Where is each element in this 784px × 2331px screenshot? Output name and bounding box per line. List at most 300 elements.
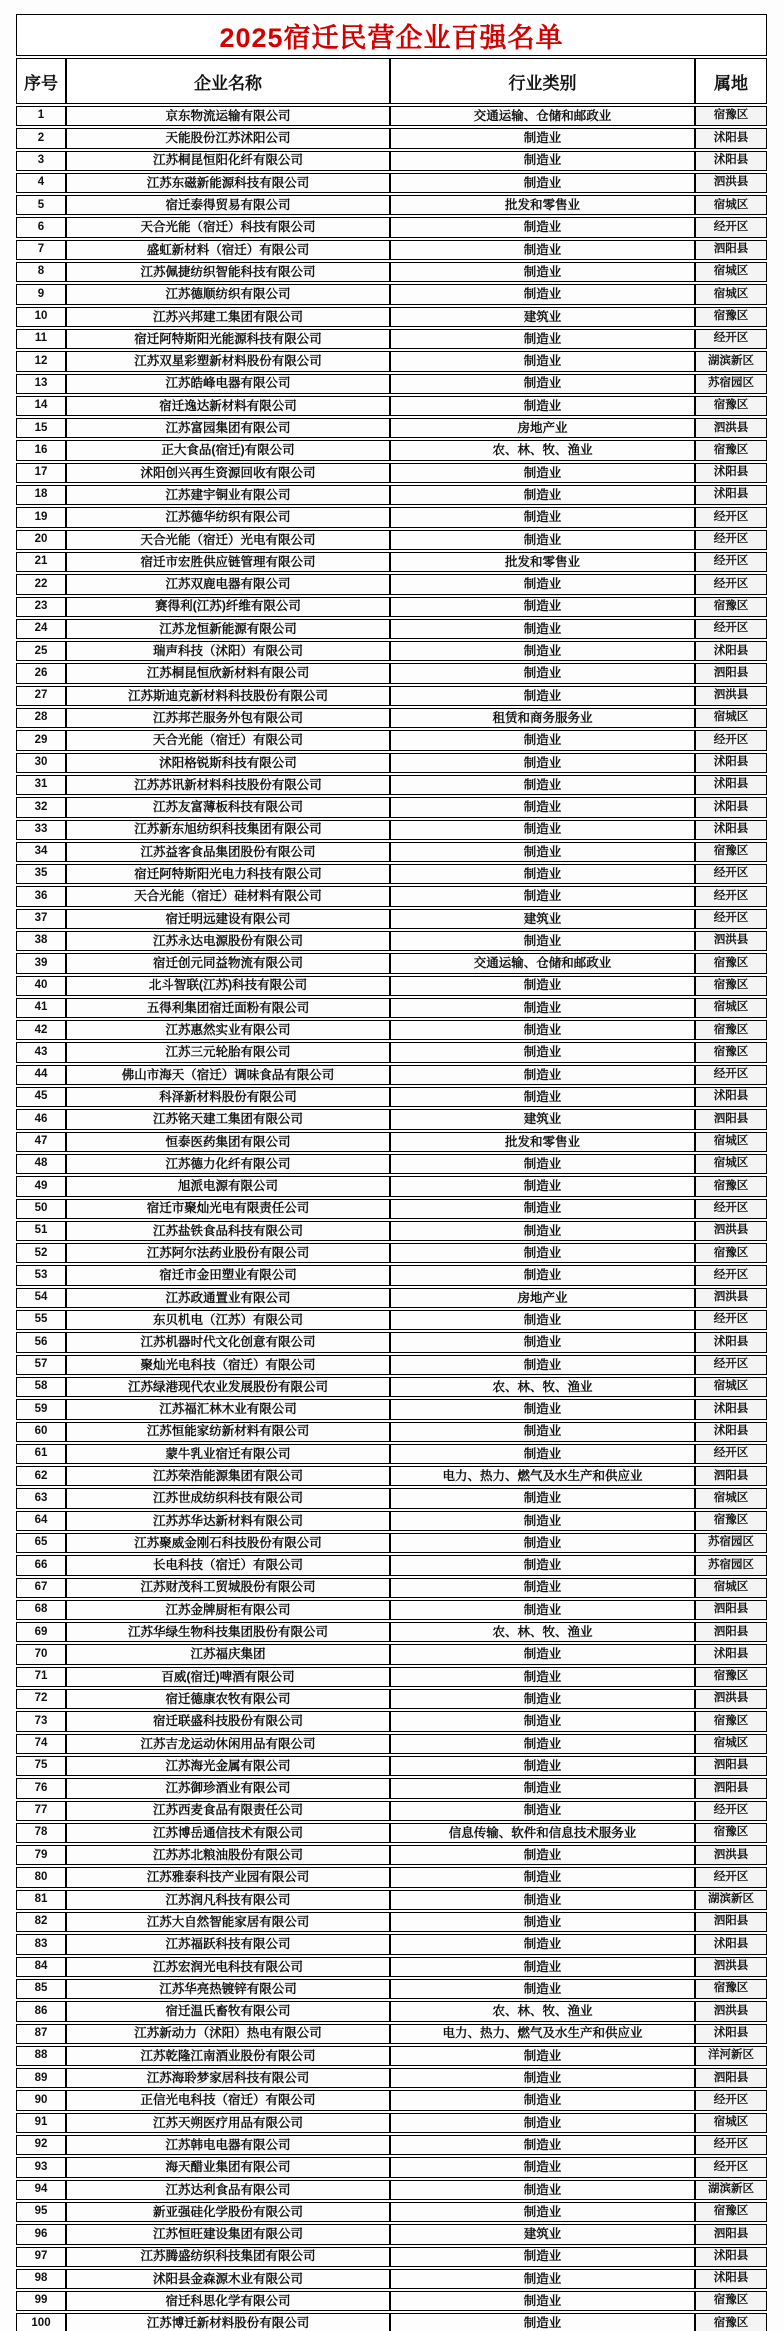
district-cell: 泗洪县 (695, 418, 767, 438)
industry-cell: 制造业 (390, 1644, 695, 1664)
row-index-cell: 39 (16, 953, 66, 973)
row-index-cell: 16 (16, 440, 66, 460)
company-name-cell: 江苏永达电源股份有限公司 (66, 931, 390, 951)
row-index-cell: 100 (16, 2313, 66, 2331)
industry-cell: 制造业 (390, 1310, 695, 1330)
table-row (16, 329, 767, 349)
district-cell: 宿豫区 (695, 2313, 767, 2331)
row-index-cell: 40 (16, 976, 66, 996)
company-name-cell: 江苏福跃科技有限公司 (66, 1934, 390, 1954)
district-cell: 洋河新区 (695, 2046, 767, 2066)
row-index-cell: 96 (16, 2224, 66, 2244)
row-index-cell: 34 (16, 842, 66, 862)
table-row (16, 775, 767, 795)
industry-cell: 制造业 (390, 1912, 695, 1932)
company-name-cell: 江苏韩电电器有限公司 (66, 2135, 390, 2155)
top100-table (16, 12, 767, 2331)
company-name-cell: 宿迁阿特斯阳光能源科技有限公司 (66, 329, 390, 349)
district-cell: 沭阳县 (695, 641, 767, 661)
company-name-cell: 江苏绿港现代农业发展股份有限公司 (66, 1377, 390, 1397)
district-cell: 泗洪县 (695, 2001, 767, 2021)
company-name-cell: 赛得利(江苏)纤维有限公司 (66, 597, 390, 617)
row-index-cell: 11 (16, 329, 66, 349)
row-index-cell: 41 (16, 998, 66, 1018)
industry-cell: 制造业 (390, 2135, 695, 2155)
district-cell: 经开区 (695, 886, 767, 906)
district-cell: 泗阳县 (695, 1600, 767, 1620)
title-row (16, 14, 767, 56)
table-row (16, 1845, 767, 1865)
row-index-cell: 38 (16, 931, 66, 951)
table-row (16, 1488, 767, 1508)
industry-cell: 农、林、牧、渔业 (390, 1377, 695, 1397)
table-row (16, 730, 767, 750)
table-row (16, 151, 767, 171)
industry-cell: 制造业 (390, 886, 695, 906)
company-name-cell: 江苏龙恒新能源有限公司 (66, 619, 390, 639)
company-name-cell: 江苏三元轮胎有限公司 (66, 1042, 390, 1062)
industry-cell: 批发和零售业 (390, 1132, 695, 1152)
table-row (16, 1466, 767, 1486)
district-cell: 沭阳县 (695, 485, 767, 505)
company-name-cell: 江苏大自然智能家居有限公司 (66, 1912, 390, 1932)
table-row (16, 173, 767, 193)
company-name-cell: 江苏桐昆恒阳化纤有限公司 (66, 151, 390, 171)
industry-cell: 制造业 (390, 217, 695, 237)
industry-cell: 制造业 (390, 730, 695, 750)
industry-cell: 制造业 (390, 820, 695, 840)
row-index-cell: 54 (16, 1288, 66, 1308)
industry-cell: 制造业 (390, 1511, 695, 1531)
industry-cell: 制造业 (390, 1332, 695, 1352)
industry-cell: 制造业 (390, 1957, 695, 1977)
industry-cell: 建筑业 (390, 307, 695, 327)
table-row (16, 2313, 767, 2331)
district-cell: 泗洪县 (695, 1957, 767, 1977)
company-name-cell: 江苏恒旺建设集团有限公司 (66, 2224, 390, 2244)
row-index-cell: 50 (16, 1199, 66, 1219)
table-row (16, 641, 767, 661)
row-index-cell: 4 (16, 173, 66, 193)
row-index-cell: 36 (16, 886, 66, 906)
table-row (16, 864, 767, 884)
row-index-cell: 88 (16, 2046, 66, 2066)
industry-cell: 制造业 (390, 2090, 695, 2110)
row-index-cell: 23 (16, 597, 66, 617)
industry-cell: 制造业 (390, 1265, 695, 1285)
company-name-cell: 江苏海聆梦家居科技有限公司 (66, 2068, 390, 2088)
company-name-cell: 江苏东磁新能源科技有限公司 (66, 173, 390, 193)
company-name-cell: 江苏吉龙运动休闲用品有限公司 (66, 1734, 390, 1754)
row-index-cell: 33 (16, 820, 66, 840)
district-cell: 泗洪县 (695, 1221, 767, 1241)
row-index-cell: 12 (16, 351, 66, 371)
row-index-cell: 92 (16, 2135, 66, 2155)
company-name-cell: 江苏腾盛纺织科技集团有限公司 (66, 2247, 390, 2267)
industry-cell: 制造业 (390, 1689, 695, 1709)
table-row (16, 1600, 767, 1620)
district-cell: 宿豫区 (695, 1243, 767, 1263)
table-row (16, 574, 767, 594)
company-name-cell: 宿迁逸达新材料有限公司 (66, 396, 390, 416)
company-name-cell: 江苏天朔医疗用品有限公司 (66, 2113, 390, 2133)
table-row (16, 1867, 767, 1887)
industry-cell: 制造业 (390, 1711, 695, 1731)
table-row (16, 1644, 767, 1664)
row-index-cell: 10 (16, 307, 66, 327)
company-name-cell: 江苏邦芒服务外包有限公司 (66, 708, 390, 728)
industry-cell: 制造业 (390, 574, 695, 594)
table-row (16, 463, 767, 483)
table-row (16, 1399, 767, 1419)
industry-cell: 制造业 (390, 1199, 695, 1219)
table-row (16, 2224, 767, 2244)
company-name-cell: 正信光电科技（宿迁）有限公司 (66, 2090, 390, 2110)
district-cell: 宿豫区 (695, 1042, 767, 1062)
table-row (16, 976, 767, 996)
company-name-cell: 江苏阿尔法药业股份有限公司 (66, 1243, 390, 1263)
table-row (16, 1199, 767, 1219)
company-name-cell: 新亚强硅化学股份有限公司 (66, 2202, 390, 2222)
row-index-cell: 62 (16, 1466, 66, 1486)
table-row (16, 262, 767, 282)
table-row (16, 1288, 767, 1308)
district-cell: 经开区 (695, 1801, 767, 1821)
table-row (16, 1422, 767, 1442)
district-cell: 宿豫区 (695, 1979, 767, 1999)
company-name-cell: 宿迁创元同益物流有限公司 (66, 953, 390, 973)
company-name-cell: 江苏西麦食品有限责任公司 (66, 1801, 390, 1821)
company-name-cell: 江苏建宇铜业有限公司 (66, 485, 390, 505)
industry-cell: 制造业 (390, 351, 695, 371)
row-index-cell: 93 (16, 2157, 66, 2177)
district-cell: 泗阳县 (695, 1756, 767, 1776)
company-name-cell: 正大食品(宿迁)有限公司 (66, 440, 390, 460)
company-name-cell: 宿迁市宏胜供应链管理有限公司 (66, 552, 390, 572)
table-row (16, 1578, 767, 1598)
row-index-cell: 17 (16, 463, 66, 483)
company-name-cell: 沭阳格锐斯科技有限公司 (66, 753, 390, 773)
company-name-cell: 江苏财茂科工贸城股份有限公司 (66, 1578, 390, 1598)
district-cell: 宿城区 (695, 1377, 767, 1397)
district-cell: 经开区 (695, 530, 767, 550)
industry-cell: 制造业 (390, 1979, 695, 1999)
district-cell: 宿城区 (695, 195, 767, 215)
district-cell: 湖滨新区 (695, 1890, 767, 1910)
row-index-cell: 8 (16, 262, 66, 282)
industry-cell: 制造业 (390, 1867, 695, 1887)
industry-cell: 制造业 (390, 1756, 695, 1776)
district-cell: 经开区 (695, 909, 767, 929)
industry-cell: 制造业 (390, 1801, 695, 1821)
industry-cell: 房地产业 (390, 418, 695, 438)
table-row (16, 1934, 767, 1954)
row-index-cell: 30 (16, 753, 66, 773)
industry-cell: 制造业 (390, 2113, 695, 2133)
row-index-cell: 95 (16, 2202, 66, 2222)
table-row (16, 1020, 767, 1040)
table-row (16, 820, 767, 840)
table-row (16, 396, 767, 416)
row-index-cell: 81 (16, 1890, 66, 1910)
district-cell: 湖滨新区 (695, 351, 767, 371)
row-index-cell: 74 (16, 1734, 66, 1754)
table-row (16, 1511, 767, 1531)
table-row (16, 351, 767, 371)
industry-cell: 制造业 (390, 1176, 695, 1196)
district-cell: 泗洪县 (695, 931, 767, 951)
table-row (16, 1912, 767, 1932)
district-cell: 沭阳县 (695, 775, 767, 795)
company-name-cell: 天合光能（宿迁）科技有限公司 (66, 217, 390, 237)
table-row (16, 2247, 767, 2267)
company-name-cell: 江苏佩捷纺织智能科技有限公司 (66, 262, 390, 282)
company-name-cell: 恒泰医药集团有限公司 (66, 1132, 390, 1152)
company-name-cell: 天合光能（宿迁）硅材料有限公司 (66, 886, 390, 906)
district-cell: 宿豫区 (695, 1711, 767, 1731)
district-cell: 宿豫区 (695, 440, 767, 460)
district-cell: 经开区 (695, 2090, 767, 2110)
company-name-cell: 江苏乾隆江南酒业股份有限公司 (66, 2046, 390, 2066)
industry-cell: 制造业 (390, 1845, 695, 1865)
row-index-cell: 51 (16, 1221, 66, 1241)
industry-cell: 制造业 (390, 1533, 695, 1553)
industry-cell: 制造业 (390, 2068, 695, 2088)
company-name-cell: 江苏苏华达新材料有限公司 (66, 1511, 390, 1531)
table-row (16, 2202, 767, 2222)
column-header-index: 序号 (16, 58, 66, 104)
column-header-company: 企业名称 (66, 58, 390, 104)
row-index-cell: 77 (16, 1801, 66, 1821)
district-cell: 经开区 (695, 2157, 767, 2177)
table-row (16, 2269, 767, 2289)
table-row (16, 998, 767, 1018)
district-cell: 泗阳县 (695, 240, 767, 260)
company-name-cell: 江苏聚威金刚石科技股份有限公司 (66, 1533, 390, 1553)
row-index-cell: 45 (16, 1087, 66, 1107)
district-cell: 泗洪县 (695, 1689, 767, 1709)
industry-cell: 制造业 (390, 2157, 695, 2177)
row-index-cell: 91 (16, 2113, 66, 2133)
industry-cell: 制造业 (390, 1890, 695, 1910)
table-row (16, 619, 767, 639)
company-name-cell: 海天醋业集团有限公司 (66, 2157, 390, 2177)
district-cell: 泗阳县 (695, 2068, 767, 2088)
industry-cell: 信息传输、软件和信息技术服务业 (390, 1823, 695, 1843)
industry-cell: 制造业 (390, 842, 695, 862)
table-row (16, 2024, 767, 2044)
industry-cell: 制造业 (390, 2291, 695, 2311)
table-row (16, 708, 767, 728)
district-cell: 泗阳县 (695, 1109, 767, 1129)
industry-cell: 交通运输、仓储和邮政业 (390, 106, 695, 126)
industry-cell: 制造业 (390, 1578, 695, 1598)
district-cell: 经开区 (695, 1355, 767, 1375)
row-index-cell: 49 (16, 1176, 66, 1196)
table-row (16, 1711, 767, 1731)
industry-cell: 制造业 (390, 931, 695, 951)
company-name-cell: 江苏博迁新材料股份有限公司 (66, 2313, 390, 2331)
industry-cell: 制造业 (390, 173, 695, 193)
industry-cell: 制造业 (390, 1778, 695, 1798)
district-cell: 宿城区 (695, 1132, 767, 1152)
industry-cell: 制造业 (390, 262, 695, 282)
district-cell: 泗阳县 (695, 2224, 767, 2244)
table-row (16, 1533, 767, 1553)
company-name-cell: 江苏福汇林木业有限公司 (66, 1399, 390, 1419)
row-index-cell: 69 (16, 1622, 66, 1642)
district-cell: 沭阳县 (695, 797, 767, 817)
district-cell: 宿豫区 (695, 106, 767, 126)
district-cell: 经开区 (695, 619, 767, 639)
table-row (16, 1310, 767, 1330)
company-name-cell: 江苏德顺纺织有限公司 (66, 284, 390, 304)
industry-cell: 批发和零售业 (390, 195, 695, 215)
row-index-cell: 86 (16, 2001, 66, 2021)
table-row (16, 909, 767, 929)
page-title: 2025宿迁民营企业百强名单 (16, 14, 767, 56)
company-name-cell: 宿迁联盛科技股份有限公司 (66, 1711, 390, 1731)
table-row (16, 507, 767, 527)
table-row (16, 2135, 767, 2155)
district-cell: 宿城区 (695, 2113, 767, 2133)
district-cell: 经开区 (695, 1444, 767, 1464)
industry-cell: 制造业 (390, 976, 695, 996)
row-index-cell: 79 (16, 1845, 66, 1865)
row-index-cell: 25 (16, 641, 66, 661)
company-name-cell: 旭派电源有限公司 (66, 1176, 390, 1196)
table-row (16, 106, 767, 126)
row-index-cell: 64 (16, 1511, 66, 1531)
table-row (16, 1042, 767, 1062)
row-index-cell: 66 (16, 1555, 66, 1575)
table-row (16, 1444, 767, 1464)
table-row (16, 374, 767, 394)
district-cell: 沭阳县 (695, 151, 767, 171)
table-row (16, 2113, 767, 2133)
row-index-cell: 57 (16, 1355, 66, 1375)
industry-cell: 制造业 (390, 1444, 695, 1464)
industry-cell: 制造业 (390, 2180, 695, 2200)
district-cell: 湖滨新区 (695, 2180, 767, 2200)
row-index-cell: 26 (16, 663, 66, 683)
row-index-cell: 87 (16, 2024, 66, 2044)
row-index-cell: 83 (16, 1934, 66, 1954)
company-name-cell: 江苏世成纺织科技有限公司 (66, 1488, 390, 1508)
industry-cell: 制造业 (390, 329, 695, 349)
industry-cell: 交通运输、仓储和邮政业 (390, 953, 695, 973)
district-cell: 宿城区 (695, 998, 767, 1018)
row-index-cell: 78 (16, 1823, 66, 1843)
company-name-cell: 蒙牛乳业宿迁有限公司 (66, 1444, 390, 1464)
table-row (16, 2001, 767, 2021)
company-name-cell: 科泽新材料股份有限公司 (66, 1087, 390, 1107)
industry-cell: 制造业 (390, 485, 695, 505)
company-name-cell: 江苏荣浩能源集团有限公司 (66, 1466, 390, 1486)
row-index-cell: 15 (16, 418, 66, 438)
district-cell: 经开区 (695, 1310, 767, 1330)
industry-cell: 制造业 (390, 1734, 695, 1754)
district-cell: 泗阳县 (695, 1778, 767, 1798)
district-cell: 宿豫区 (695, 842, 767, 862)
table-row (16, 485, 767, 505)
row-index-cell: 14 (16, 396, 66, 416)
company-name-cell: 宿迁市聚灿光电有限责任公司 (66, 1199, 390, 1219)
table-row (16, 663, 767, 683)
industry-cell: 制造业 (390, 1154, 695, 1174)
company-name-cell: 江苏润凡科技有限公司 (66, 1890, 390, 1910)
table-row (16, 753, 767, 773)
row-index-cell: 76 (16, 1778, 66, 1798)
table-row (16, 886, 767, 906)
row-index-cell: 35 (16, 864, 66, 884)
table-row (16, 307, 767, 327)
industry-cell: 制造业 (390, 240, 695, 260)
industry-cell: 制造业 (390, 686, 695, 706)
row-index-cell: 80 (16, 1867, 66, 1887)
row-index-cell: 31 (16, 775, 66, 795)
district-cell: 沭阳县 (695, 820, 767, 840)
row-index-cell: 84 (16, 1957, 66, 1977)
row-index-cell: 48 (16, 1154, 66, 1174)
table-row (16, 1377, 767, 1397)
company-name-cell: 江苏双鹿电器有限公司 (66, 574, 390, 594)
row-index-cell: 29 (16, 730, 66, 750)
industry-cell: 电力、热力、燃气及水生产和供应业 (390, 1466, 695, 1486)
company-name-cell: 江苏宏润光电科技有限公司 (66, 1957, 390, 1977)
company-name-cell: 江苏皓峰电器有限公司 (66, 374, 390, 394)
industry-cell: 制造业 (390, 1422, 695, 1442)
district-cell: 苏宿园区 (695, 374, 767, 394)
row-index-cell: 67 (16, 1578, 66, 1598)
table-row (16, 1221, 767, 1241)
district-cell: 宿豫区 (695, 2291, 767, 2311)
company-name-cell: 江苏御珍酒业有限公司 (66, 1778, 390, 1798)
table-row (16, 2046, 767, 2066)
table-row (16, 931, 767, 951)
row-index-cell: 52 (16, 1243, 66, 1263)
district-cell: 宿豫区 (695, 1823, 767, 1843)
row-index-cell: 46 (16, 1109, 66, 1129)
district-cell: 沭阳县 (695, 2247, 767, 2267)
district-cell: 宿豫区 (695, 1176, 767, 1196)
table-row (16, 1890, 767, 1910)
row-index-cell: 24 (16, 619, 66, 639)
industry-cell: 制造业 (390, 507, 695, 527)
row-index-cell: 90 (16, 2090, 66, 2110)
row-index-cell: 19 (16, 507, 66, 527)
industry-cell: 制造业 (390, 2269, 695, 2289)
industry-cell: 制造业 (390, 374, 695, 394)
row-index-cell: 72 (16, 1689, 66, 1709)
industry-cell: 制造业 (390, 284, 695, 304)
district-cell: 宿豫区 (695, 1020, 767, 1040)
row-index-cell: 7 (16, 240, 66, 260)
district-cell: 泗洪县 (695, 1288, 767, 1308)
industry-cell: 制造业 (390, 1488, 695, 1508)
table-body (16, 106, 767, 2331)
row-index-cell: 18 (16, 485, 66, 505)
district-cell: 沭阳县 (695, 1422, 767, 1442)
row-index-cell: 97 (16, 2247, 66, 2267)
industry-cell: 制造业 (390, 1399, 695, 1419)
row-index-cell: 22 (16, 574, 66, 594)
row-index-cell: 44 (16, 1065, 66, 1085)
industry-cell: 制造业 (390, 775, 695, 795)
district-cell: 沭阳县 (695, 1399, 767, 1419)
table-row (16, 2291, 767, 2311)
company-name-cell: 江苏新东旭纺织科技集团有限公司 (66, 820, 390, 840)
